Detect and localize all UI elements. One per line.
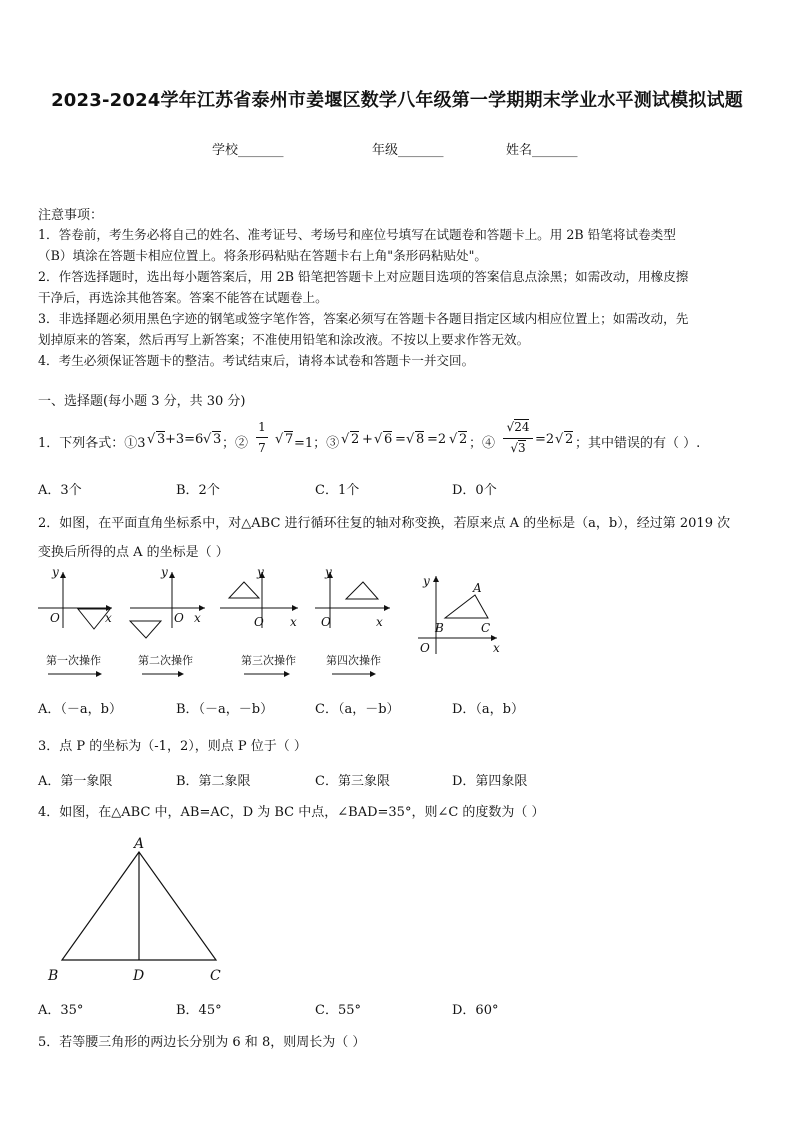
arrow-head <box>292 605 298 611</box>
option-b: B．45° <box>176 1003 222 1018</box>
origin-label: O <box>174 611 184 625</box>
operation-label: 第四次操作 <box>326 654 381 667</box>
triangle <box>229 582 259 598</box>
q1-text: ；④ <box>469 436 496 451</box>
origin-label: O <box>420 641 430 655</box>
q1-text: =2 <box>427 432 447 447</box>
fraction-denominator: √3 <box>510 441 526 455</box>
axis-label: y <box>423 574 430 588</box>
axis-label: x <box>290 615 297 629</box>
name-field: 姓名_______ <box>506 143 578 158</box>
axis-label: y <box>52 565 59 579</box>
axis-label: y <box>257 565 264 579</box>
sqrt-sign: √ <box>449 432 458 447</box>
radicand: 8 <box>416 432 425 447</box>
radicand: 3 <box>213 432 222 447</box>
triangle <box>445 595 488 618</box>
q1-text: = <box>395 432 406 447</box>
vertex-label-c: C <box>210 968 221 984</box>
option-a: A．（－a，b） <box>38 702 122 717</box>
q1-text: ；② <box>222 436 249 451</box>
origin-label: O <box>321 615 331 629</box>
option-a: A．第一象限 <box>38 774 113 789</box>
option-c: C．（a，－b） <box>315 702 400 717</box>
axis-label: x <box>105 611 112 625</box>
fraction-numerator: √24 <box>506 420 530 434</box>
sqrt-sign: √ <box>275 432 284 447</box>
sqrt-sign: √ <box>406 432 415 447</box>
option-b: B．2个 <box>176 483 220 498</box>
option-d: D．第四象限 <box>452 774 528 789</box>
sqrt-sign: √ <box>203 432 212 447</box>
q4-text: 4．如图，在△ABC 中，AB=AC，D 为 BC 中点，∠BAD=35°，则∠C 的度数为（ ） <box>38 805 545 820</box>
sqrt-sign: √ <box>341 432 350 447</box>
q1-text: =2 <box>535 432 555 447</box>
option-c: C．1个 <box>315 483 360 498</box>
option-d: D．60° <box>452 1003 499 1018</box>
vertex-label-c: C <box>481 621 491 635</box>
radicand: 24 <box>514 420 530 434</box>
origin-label: O <box>50 611 60 625</box>
axis-label: y <box>325 565 332 579</box>
arrow-head <box>384 605 390 611</box>
sqrt-sign: √ <box>147 432 156 447</box>
arrow-head <box>178 671 184 677</box>
note-line: 3．非选择题必须用黑色字迹的钢笔或签字笔作答，答案必须写在答题卡各题目指定区域内相应位置上；如需改动，先 <box>38 311 689 326</box>
q2-figure <box>30 562 510 690</box>
vertex-label-a: A <box>473 581 482 595</box>
fraction-bar <box>256 437 268 438</box>
option-c: C．第三象限 <box>315 774 390 789</box>
notes-heading: 注意事项： <box>38 208 104 223</box>
arrow-head <box>169 572 175 578</box>
arrow-head <box>370 671 376 677</box>
q3-text: 3．点 P 的坐标为（-1，2），则点 P 位于（ ） <box>38 739 307 754</box>
q1-text: +3=6 <box>165 432 204 447</box>
q2-text: 2．如图，在平面直角坐标系中，对△ABC 进行循环往复的轴对称变换，若原来点 A 的坐标是（a，b），经过第 2019 次 <box>38 516 731 531</box>
triangle <box>346 582 378 599</box>
q2-text: 变换后所得的点 A 的坐标是（ ） <box>38 545 229 560</box>
operation-label: 第二次操作 <box>138 654 193 667</box>
vertex-label-b: B <box>435 621 444 635</box>
vertex-label-b: B <box>48 968 59 984</box>
q4-figure <box>40 834 240 990</box>
note-line: 2．作答选择题时，选出每小题答案后，用 2B 铅笔把答题卡上对应题目选项的答案信息点涂黑；如需改动，用橡皮擦 <box>38 269 689 284</box>
radicand: 3 <box>157 432 166 447</box>
note-line: （B）填涂在答题卡相应位置上。将条形码粘贴在答题卡右上角"条形码粘贴处"。 <box>38 248 488 263</box>
radicand: 7 <box>285 432 294 447</box>
operation-label: 第一次操作 <box>46 654 101 667</box>
origin-label: O <box>254 615 264 629</box>
sqrt-sign: √ <box>374 432 383 447</box>
option-c: C．55° <box>315 1003 361 1018</box>
option-d: D．（a，b） <box>452 702 524 717</box>
option-d: D．0个 <box>452 483 497 498</box>
vertex-label-a: A <box>134 836 145 852</box>
arrow-head <box>60 572 66 578</box>
page-title: 2023-2024学年江苏省泰州市姜堰区数学八年级第一学期期末学业水平测试模拟试题 <box>51 90 743 111</box>
sqrt-sign: √ <box>555 432 564 447</box>
option-a: A．3个 <box>38 483 82 498</box>
section-heading: 一、选择题(每小题 3 分，共 30 分) <box>38 394 246 409</box>
radicand: 2 <box>351 432 360 447</box>
axis-label: x <box>493 641 500 655</box>
triangle <box>130 621 161 638</box>
option-a: A．35° <box>38 1003 84 1018</box>
axis-label: x <box>376 615 383 629</box>
note-line: 4．考生必须保证答题卡的整洁。考试结束后，请将本试卷和答题卡一并交回。 <box>38 353 475 368</box>
q1-text: =1；③ <box>294 436 340 451</box>
q1-lead: 1．下列各式：①3 <box>38 436 146 451</box>
radicand: 2 <box>565 432 574 447</box>
note-line: 干净后，再选涂其他答案。答案不能答在试题卷上。 <box>38 290 328 305</box>
arrow-head <box>96 671 102 677</box>
operation-label: 第三次操作 <box>241 654 296 667</box>
vertex-label-d: D <box>133 968 145 984</box>
radicand: 2 <box>459 432 468 447</box>
axis-label: y <box>161 565 168 579</box>
school-field: 学校_______ <box>212 143 284 158</box>
fraction-denominator: 7 <box>258 441 266 455</box>
grade-field: 年级_______ <box>372 143 444 158</box>
radicand: 3 <box>518 441 526 455</box>
option-b: B．（－a，－b） <box>176 702 274 717</box>
arrow-head <box>433 576 439 582</box>
q1-text: + <box>362 432 373 447</box>
arrow-head <box>284 671 290 677</box>
fraction-bar <box>503 438 533 439</box>
q5-text: 5．若等腰三角形的两边长分别为 6 和 8，则周长为（ ） <box>38 1035 366 1050</box>
note-line: 划掉原来的答案，然后再写上新答案；不准使用铅笔和涂改液。不按以上要求作答无效。 <box>38 332 530 347</box>
fraction-numerator: 1 <box>258 420 266 434</box>
radicand: 6 <box>384 432 393 447</box>
axis-label: x <box>194 611 201 625</box>
option-b: B．第二象限 <box>176 774 251 789</box>
note-line: 1．答卷前，考生务必将自己的姓名、准考证号、考场号和座位号填写在试题卷和答题卡上。用 2B 铅笔将试卷类型 <box>38 227 676 242</box>
q1-text: ；其中错误的有（ ）. <box>575 436 701 451</box>
